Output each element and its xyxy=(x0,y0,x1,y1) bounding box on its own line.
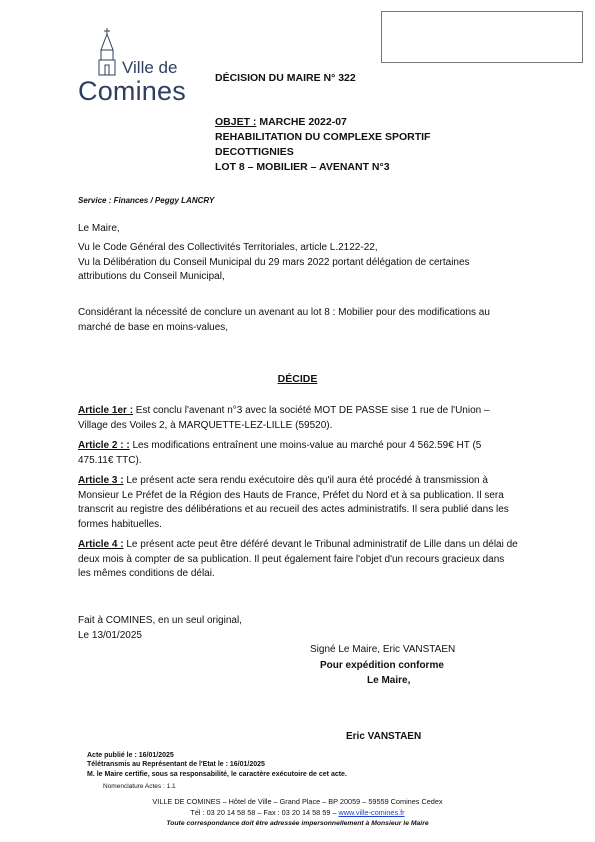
decide-title: DÉCIDE xyxy=(277,373,318,385)
objet-label: OBJET : xyxy=(215,116,257,128)
vu-deliberation: Vu la Délibération du Conseil Municipal du 29 mars 2022 portant délégation de certaines attributions du Conseil Municipal, xyxy=(78,256,470,282)
vu-cgct: Vu le Code Général des Collectivités Territoriales, article L.2122-22, xyxy=(78,242,378,253)
objet-line-3: DECOTTIGNIES xyxy=(215,146,294,158)
le-maire: Le Maire, xyxy=(367,675,411,686)
decision-title: DÉCISION DU MAIRE N° 322 xyxy=(215,72,356,84)
objet-text: MARCHE 2022-07 xyxy=(256,116,347,128)
article-text: Le présent acte peut être déféré devant le Tribunal administratif de Lille dans un délai de deux mois à compter de sa publication. Il peut également faire l'objet d'un recours gracieux dans les mêmes conditions de délai. xyxy=(78,539,518,579)
objet-line-4: LOT 8 – MOBILIER – AVENANT N°3 xyxy=(215,161,390,173)
acte-publie: Acte publié le : 16/01/2025 xyxy=(87,752,174,759)
pour-expedition: Pour expédition conforme xyxy=(320,660,444,671)
footer-address: VILLE DE COMINES – Hôtel de Ville – Grand Place – BP 20059 – 59559 Comines Cedex xyxy=(152,797,443,806)
objet-line xyxy=(215,115,347,129)
article-text: Le présent acte sera rendu exécutoire dès qu'il aura été procédé à transmission à Monsieur Le Préfet de la Région des Hauts de France, Préfet du Nord et à sa publication. Il sera transcrit au registre des délibérations et au recueil des actes administratifs. Il sera publié dans les formes habituelles. xyxy=(78,475,509,530)
certifie: M. le Maire certifie, sous sa responsabilité, le caractère exécutoire de cet acte. xyxy=(87,771,347,778)
footer-phone: Tél : 03 20 14 58 58 – Fax : 03 20 14 58 59 – xyxy=(190,808,339,817)
article-text: Les modifications entraînent une moins-value au marché pour 4 562.59€ HT (5 475.11€ TTC). xyxy=(78,440,482,466)
article-label: Article 2 : : xyxy=(78,440,130,451)
footer-note: Toute correspondance doit être adressée impersonnellement à Monsieur le Maire xyxy=(166,820,429,827)
logo-text-ville: Ville de xyxy=(122,58,178,77)
salutation: Le Maire, xyxy=(78,223,120,234)
website-link[interactable]: www.ville-comines.fr xyxy=(338,808,405,817)
teletransmis: Télétransmis au Représentant de l'Etat le : 16/01/2025 xyxy=(87,761,265,768)
city-logo xyxy=(78,28,198,108)
logo-text-comines: Comines xyxy=(78,76,186,106)
stamp-box xyxy=(381,11,583,63)
article-label: Article 1er : xyxy=(78,405,134,416)
objet-line-2: REHABILITATION DU COMPLEXE SPORTIF xyxy=(215,131,431,143)
nomenclature: Nomenclature Actes : 1.1 xyxy=(103,783,176,790)
fait-a: Fait à COMINES, en un seul original, xyxy=(78,615,242,626)
signatory-name: Eric VANSTAEN xyxy=(346,731,422,742)
church-tower-icon xyxy=(96,28,118,76)
closing-date: Le 13/01/2025 xyxy=(78,630,142,641)
considerant: Considérant la nécessité de conclure un avenant au lot 8 : Mobilier pour des modifications au marché de base en moins-values, xyxy=(78,307,490,333)
article-label: Article 4 : xyxy=(78,539,124,550)
article-label: Article 3 : xyxy=(78,475,124,486)
service-line: Service : Finances / Peggy LANCRY xyxy=(78,196,215,205)
article-text: Est conclu l'avenant n°3 avec la société MOT DE PASSE sise 1 rue de l'Union – Village des Voiles 2, à MARQUETTE-LEZ-LILLE (59520). xyxy=(78,405,490,431)
signed-line: Signé Le Maire, Eric VANSTAEN xyxy=(310,644,456,655)
vu-block xyxy=(78,241,518,285)
article-1 xyxy=(78,404,518,433)
footer-contact xyxy=(0,807,595,818)
article-3 xyxy=(78,474,518,532)
article-2 xyxy=(78,439,518,468)
article-4 xyxy=(78,538,518,582)
